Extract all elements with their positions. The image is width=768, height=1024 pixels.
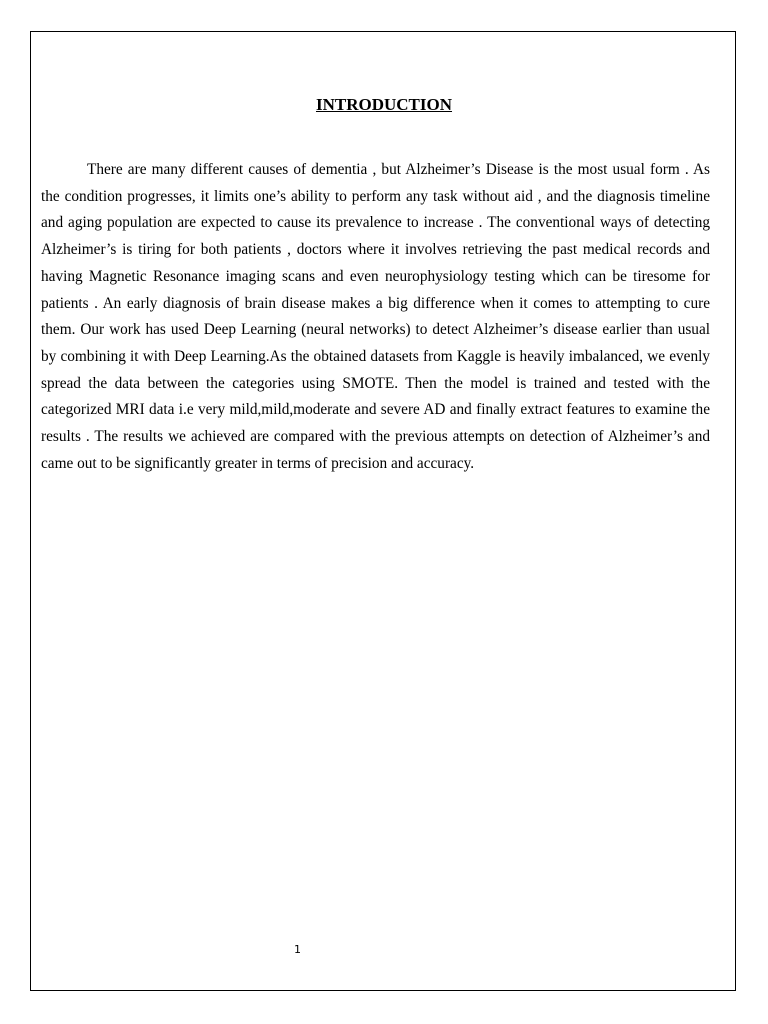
introduction-paragraph: There are many different causes of dementia , but Alzheimer’s Disease is the most usual form . As the condition progresses, it limits one’s ability to perform any task without aid , and the diagnosis timeline and aging population are expected to cause its prevalence to increase . The conventional ways of detecting Alzheimer’s is tiring for both patients , doctors where it involves retrieving the past medical records and having Magnetic Resonance imaging scans and even neurophysiology testing which can be tiresome for patients . An early diagnosis of brain disease makes a big difference when it comes to attempting to cure them. Our work has used Deep Learning (neural networks) to detect Alzheimer’s disease earlier than usual by combining it with Deep Learning.As the obtained datasets from Kaggle is heavily imbalanced, we evenly spread the data between the categories using SMOTE. Then the model is trained and tested with the categorized MRI data i.e very mild,mild,moderate and severe AD and finally extract features to examine the results . The results we achieved are compared with the previous attempts on detection of Alzheimer’s and came out to be significantly greater in terms of precision and accuracy.: [41, 161, 710, 472]
page-number: 1: [294, 943, 301, 956]
page-title: INTRODUCTION: [315, 95, 453, 114]
